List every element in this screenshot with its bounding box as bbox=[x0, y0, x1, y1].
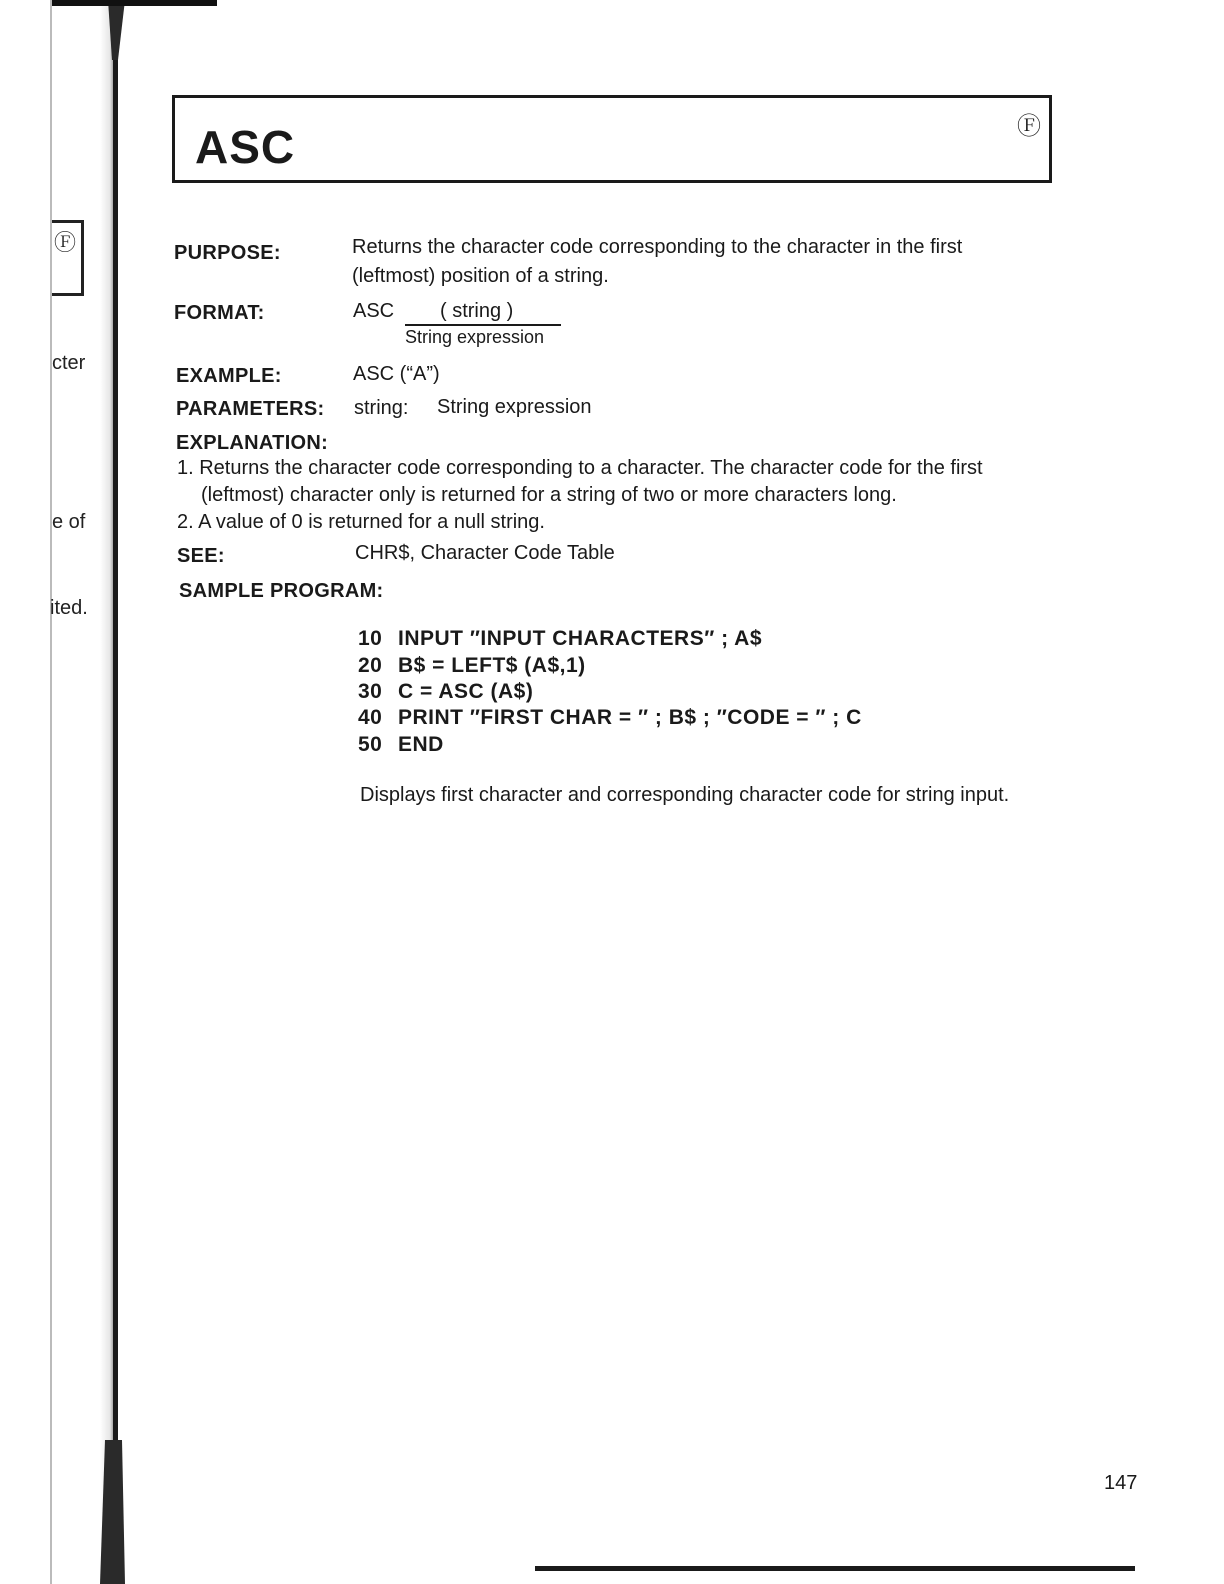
explanation-item-continuation: (leftmost) character only is returned for a string of two or more characters long. bbox=[201, 484, 897, 506]
program-caption: Displays first character and corresponding character code for string input. bbox=[360, 784, 1010, 806]
purpose-text-line: Returns the character code corresponding to the character in the first bbox=[352, 236, 963, 258]
title-box bbox=[172, 95, 1052, 183]
parameter-name: string: bbox=[354, 397, 409, 419]
program-line bbox=[358, 654, 586, 678]
line-number: 30 bbox=[358, 680, 383, 703]
program-line bbox=[358, 706, 862, 730]
format-keyword: ASC bbox=[353, 300, 395, 322]
program-line bbox=[358, 627, 762, 651]
line-code: PRINT ″FIRST CHAR = ″ ; B$ ; ″CODE = ″ ; C bbox=[398, 706, 862, 729]
line-number: 10 bbox=[358, 627, 383, 650]
format-argument-caption: String expression bbox=[405, 327, 545, 347]
explanation-item: 2. A value of 0 is returned for a null string. bbox=[177, 511, 545, 533]
line-number: 40 bbox=[358, 706, 383, 729]
explanation-item: 1. Returns the character code corresponding to a character. The character code for the first bbox=[177, 457, 983, 479]
top-rule bbox=[52, 0, 217, 6]
explanation-label: EXPLANATION: bbox=[176, 432, 329, 454]
format-underline bbox=[405, 324, 561, 326]
example-text: ASC (“A”) bbox=[353, 363, 440, 385]
see-label: SEE: bbox=[177, 545, 225, 567]
purpose-text-line: (leftmost) position of a string. bbox=[352, 265, 609, 287]
bottom-rule bbox=[535, 1566, 1135, 1571]
line-number: 20 bbox=[358, 654, 383, 677]
program-line bbox=[358, 733, 444, 757]
parameters-label: PARAMETERS: bbox=[176, 398, 325, 420]
program-line bbox=[358, 680, 533, 704]
margin-fragment: ited. bbox=[50, 597, 88, 619]
function-symbol: Ⓕ bbox=[1017, 113, 1041, 140]
page-title: ASC bbox=[195, 121, 296, 173]
line-code: INPUT ″INPUT CHARACTERS″ ; A$ bbox=[398, 627, 763, 650]
line-code: END bbox=[398, 733, 444, 756]
parameter-description: String expression bbox=[437, 396, 592, 418]
page-number: 147 bbox=[1104, 1472, 1138, 1494]
see-text: CHR$, Character Code Table bbox=[355, 542, 615, 564]
line-code: B$ = LEFT$ (A$,1) bbox=[398, 654, 586, 677]
line-number: 50 bbox=[358, 733, 383, 756]
purpose-label: PURPOSE: bbox=[174, 242, 281, 264]
margin-symbol: Ⓕ bbox=[54, 230, 77, 255]
line-code: C = ASC (A$) bbox=[398, 680, 534, 703]
margin-fragment: cter bbox=[52, 352, 86, 374]
example-label: EXAMPLE: bbox=[176, 365, 282, 387]
sample-program-label: SAMPLE PROGRAM: bbox=[179, 580, 384, 602]
margin-fragment: e of bbox=[52, 511, 86, 533]
format-label: FORMAT: bbox=[174, 302, 265, 324]
format-argument: ( string ) bbox=[440, 300, 514, 322]
